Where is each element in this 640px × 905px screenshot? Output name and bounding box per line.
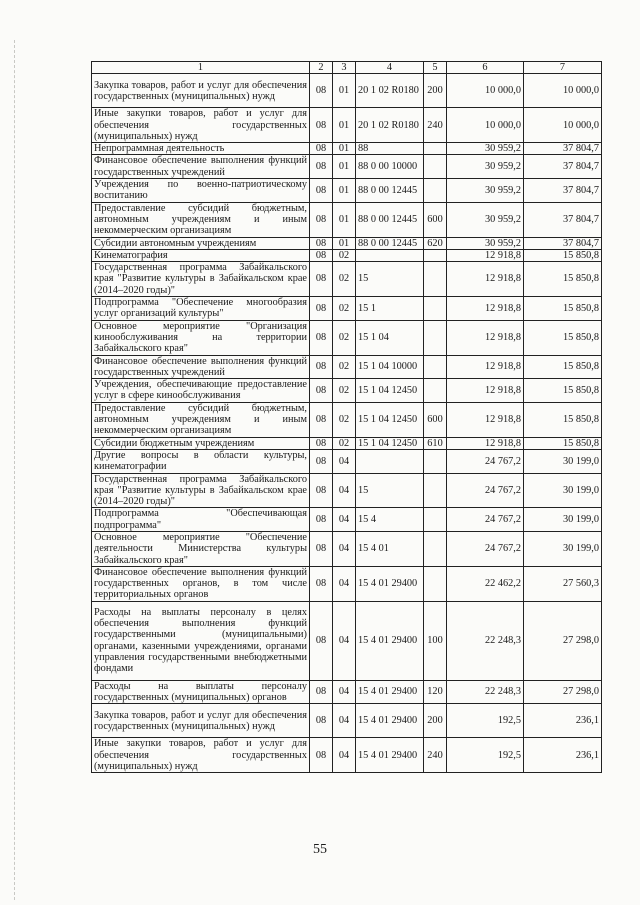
row-expense-type bbox=[424, 531, 447, 566]
row-value-col6: 12 918,8 bbox=[447, 297, 524, 321]
header-cell-7: 7 bbox=[524, 62, 602, 74]
header-cell-1: 1 bbox=[92, 62, 310, 74]
row-value-col6: 10 000,0 bbox=[447, 108, 524, 143]
budget-table-body bbox=[92, 62, 602, 773]
table-row bbox=[92, 108, 602, 143]
row-section: 08 bbox=[310, 566, 333, 601]
row-subsection: 02 bbox=[333, 355, 356, 379]
row-expense-type bbox=[424, 297, 447, 321]
row-value-col7: 30 199,0 bbox=[524, 473, 602, 508]
row-value-col6: 12 918,8 bbox=[447, 379, 524, 403]
row-subsection: 01 bbox=[333, 143, 356, 155]
row-subsection: 04 bbox=[333, 601, 356, 680]
row-expense-type bbox=[424, 449, 447, 473]
row-name: Другие вопросы в области культуры, кинематографии bbox=[92, 449, 310, 473]
row-value-col7: 37 804,7 bbox=[524, 202, 602, 237]
row-name: Государственная программа Забайкальского края "Развитие культуры в Забайкальском крае (2014–2020 годы)" bbox=[92, 262, 310, 297]
row-value-col6: 24 767,2 bbox=[447, 473, 524, 508]
row-value-col6: 30 959,2 bbox=[447, 179, 524, 203]
row-section: 08 bbox=[310, 108, 333, 143]
row-expense-type: 200 bbox=[424, 704, 447, 738]
row-subsection: 04 bbox=[333, 473, 356, 508]
row-subsection: 02 bbox=[333, 249, 356, 261]
budget-table bbox=[91, 61, 602, 773]
table-row bbox=[92, 143, 602, 155]
row-value-col6: 12 918,8 bbox=[447, 320, 524, 355]
row-value-col7: 15 850,8 bbox=[524, 437, 602, 449]
row-value-col7: 15 850,8 bbox=[524, 249, 602, 261]
row-value-col6: 30 959,2 bbox=[447, 155, 524, 179]
table-row bbox=[92, 508, 602, 532]
row-expense-type bbox=[424, 320, 447, 355]
row-subsection: 04 bbox=[333, 508, 356, 532]
row-target-article: 15 4 01 29400 bbox=[356, 566, 424, 601]
table-row bbox=[92, 601, 602, 680]
row-section: 08 bbox=[310, 179, 333, 203]
row-subsection: 02 bbox=[333, 262, 356, 297]
row-target-article bbox=[356, 249, 424, 261]
row-target-article: 15 1 04 12450 bbox=[356, 379, 424, 403]
row-section: 08 bbox=[310, 738, 333, 773]
row-expense-type: 600 bbox=[424, 402, 447, 437]
row-name: Иные закупки товаров, работ и услуг для обеспечения государственных (муниципальных) нужд bbox=[92, 738, 310, 773]
binding-margin-line bbox=[14, 40, 15, 900]
row-value-col7: 30 199,0 bbox=[524, 449, 602, 473]
row-section: 08 bbox=[310, 143, 333, 155]
row-value-col6: 192,5 bbox=[447, 704, 524, 738]
table-row bbox=[92, 402, 602, 437]
table-row bbox=[92, 704, 602, 738]
row-subsection: 02 bbox=[333, 320, 356, 355]
table-row bbox=[92, 437, 602, 449]
row-expense-type: 100 bbox=[424, 601, 447, 680]
row-section: 08 bbox=[310, 531, 333, 566]
row-subsection: 02 bbox=[333, 437, 356, 449]
row-value-col7: 27 298,0 bbox=[524, 680, 602, 704]
row-value-col6: 30 959,2 bbox=[447, 143, 524, 155]
row-target-article: 15 1 04 bbox=[356, 320, 424, 355]
table-row bbox=[92, 249, 602, 261]
row-value-col7: 30 199,0 bbox=[524, 531, 602, 566]
row-subsection: 04 bbox=[333, 566, 356, 601]
row-section: 08 bbox=[310, 202, 333, 237]
row-value-col7: 27 560,3 bbox=[524, 566, 602, 601]
row-name: Предоставление субсидий бюджетным, автономным учреждениям и иным некоммерческим организациям bbox=[92, 202, 310, 237]
header-cell-6: 6 bbox=[447, 62, 524, 74]
row-section: 08 bbox=[310, 601, 333, 680]
row-expense-type bbox=[424, 143, 447, 155]
row-section: 08 bbox=[310, 680, 333, 704]
row-target-article: 20 1 02 R0180 bbox=[356, 74, 424, 108]
row-name: Основное мероприятие "Организация кинообслуживания на территории Забайкальского края" bbox=[92, 320, 310, 355]
row-target-article: 15 4 01 bbox=[356, 531, 424, 566]
row-target-article: 15 4 01 29400 bbox=[356, 704, 424, 738]
row-target-article: 15 1 bbox=[356, 297, 424, 321]
row-value-col7: 15 850,8 bbox=[524, 297, 602, 321]
row-value-col7: 27 298,0 bbox=[524, 601, 602, 680]
row-value-col6: 22 248,3 bbox=[447, 680, 524, 704]
row-value-col6: 24 767,2 bbox=[447, 449, 524, 473]
header-cell-4: 4 bbox=[356, 62, 424, 74]
row-target-article: 15 4 bbox=[356, 508, 424, 532]
row-expense-type: 600 bbox=[424, 202, 447, 237]
row-target-article: 20 1 02 R0180 bbox=[356, 108, 424, 143]
row-name: Иные закупки товаров, работ и услуг для обеспечения государственных (муниципальных) нужд bbox=[92, 108, 310, 143]
row-section: 08 bbox=[310, 237, 333, 249]
row-target-article: 15 1 04 12450 bbox=[356, 437, 424, 449]
row-subsection: 01 bbox=[333, 202, 356, 237]
row-expense-type bbox=[424, 566, 447, 601]
row-target-article: 15 bbox=[356, 262, 424, 297]
table-header-row bbox=[92, 62, 602, 74]
row-value-col7: 10 000,0 bbox=[524, 74, 602, 108]
row-name: Закупка товаров, работ и услуг для обеспечения государственных (муниципальных) нужд bbox=[92, 704, 310, 738]
row-subsection: 02 bbox=[333, 297, 356, 321]
table-row bbox=[92, 566, 602, 601]
row-subsection: 04 bbox=[333, 680, 356, 704]
row-target-article: 15 1 04 12450 bbox=[356, 402, 424, 437]
row-expense-type bbox=[424, 262, 447, 297]
table-row bbox=[92, 179, 602, 203]
row-section: 08 bbox=[310, 402, 333, 437]
row-target-article: 88 0 00 10000 bbox=[356, 155, 424, 179]
table-row bbox=[92, 449, 602, 473]
row-expense-type: 120 bbox=[424, 680, 447, 704]
row-name: Субсидии автономным учреждениям bbox=[92, 237, 310, 249]
row-section: 08 bbox=[310, 473, 333, 508]
row-value-col6: 12 918,8 bbox=[447, 402, 524, 437]
row-target-article: 88 0 00 12445 bbox=[356, 202, 424, 237]
row-target-article: 15 1 04 10000 bbox=[356, 355, 424, 379]
row-value-col6: 192,5 bbox=[447, 738, 524, 773]
row-target-article bbox=[356, 449, 424, 473]
row-value-col7: 15 850,8 bbox=[524, 320, 602, 355]
row-name: Основное мероприятие "Обеспечение деятельности Министерства культуры Забайкальского края" bbox=[92, 531, 310, 566]
table-row bbox=[92, 379, 602, 403]
row-name: Расходы на выплаты персоналу в целях обеспечения выполнения функций государственными (муниципальными) органами, казенными учреждениями, органами управления государственными внебюджетными фондами bbox=[92, 601, 310, 680]
table-row bbox=[92, 262, 602, 297]
row-value-col6: 10 000,0 bbox=[447, 74, 524, 108]
row-expense-type bbox=[424, 355, 447, 379]
row-subsection: 01 bbox=[333, 179, 356, 203]
row-target-article: 88 0 00 12445 bbox=[356, 237, 424, 249]
row-section: 08 bbox=[310, 449, 333, 473]
row-value-col6: 12 918,8 bbox=[447, 355, 524, 379]
row-name: Финансовое обеспечение выполнения функций государственных учреждений bbox=[92, 155, 310, 179]
row-expense-type bbox=[424, 249, 447, 261]
row-section: 08 bbox=[310, 355, 333, 379]
row-expense-type bbox=[424, 179, 447, 203]
row-expense-type bbox=[424, 473, 447, 508]
row-subsection: 02 bbox=[333, 402, 356, 437]
table-row bbox=[92, 297, 602, 321]
row-name: Государственная программа Забайкальского края "Развитие культуры в Забайкальском крае (2014–2020 годы)" bbox=[92, 473, 310, 508]
row-value-col7: 236,1 bbox=[524, 738, 602, 773]
row-target-article: 88 0 00 12445 bbox=[356, 179, 424, 203]
table-row bbox=[92, 355, 602, 379]
row-subsection: 02 bbox=[333, 379, 356, 403]
row-value-col6: 12 918,8 bbox=[447, 249, 524, 261]
table-row bbox=[92, 202, 602, 237]
row-value-col7: 37 804,7 bbox=[524, 179, 602, 203]
header-cell-3: 3 bbox=[333, 62, 356, 74]
row-name: Субсидии бюджетным учреждениям bbox=[92, 437, 310, 449]
page-number: 55 bbox=[313, 842, 327, 857]
row-value-col7: 15 850,8 bbox=[524, 402, 602, 437]
row-section: 08 bbox=[310, 379, 333, 403]
table-row bbox=[92, 738, 602, 773]
row-target-article: 15 bbox=[356, 473, 424, 508]
row-name: Подпрограмма "Обеспечивающая подпрограмма" bbox=[92, 508, 310, 532]
row-target-article: 15 4 01 29400 bbox=[356, 680, 424, 704]
row-section: 08 bbox=[310, 249, 333, 261]
row-section: 08 bbox=[310, 155, 333, 179]
row-value-col6: 12 918,8 bbox=[447, 437, 524, 449]
row-section: 08 bbox=[310, 704, 333, 738]
row-subsection: 04 bbox=[333, 449, 356, 473]
row-name: Финансовое обеспечение выполнения функций государственных учреждений bbox=[92, 355, 310, 379]
row-value-col7: 37 804,7 bbox=[524, 155, 602, 179]
row-value-col7: 15 850,8 bbox=[524, 262, 602, 297]
row-name: Предоставление субсидий бюджетным, автономным учреждениям и иным некоммерческим организациям bbox=[92, 402, 310, 437]
table-row bbox=[92, 237, 602, 249]
table-row bbox=[92, 680, 602, 704]
row-name: Учреждения, обеспечивающие предоставление услуг в сфере кинообслуживания bbox=[92, 379, 310, 403]
row-expense-type: 200 bbox=[424, 74, 447, 108]
row-value-col6: 24 767,2 bbox=[447, 531, 524, 566]
row-value-col6: 30 959,2 bbox=[447, 237, 524, 249]
row-value-col6: 24 767,2 bbox=[447, 508, 524, 532]
row-name: Закупка товаров, работ и услуг для обеспечения государственных (муниципальных) нужд bbox=[92, 74, 310, 108]
row-target-article: 88 bbox=[356, 143, 424, 155]
header-cell-5: 5 bbox=[424, 62, 447, 74]
row-name: Финансовое обеспечение выполнения функций государственных органов, в том числе территориальных органов bbox=[92, 566, 310, 601]
row-section: 08 bbox=[310, 437, 333, 449]
row-name: Расходы на выплаты персоналу государственных (муниципальных) органов bbox=[92, 680, 310, 704]
row-value-col7: 10 000,0 bbox=[524, 108, 602, 143]
row-subsection: 04 bbox=[333, 738, 356, 773]
row-value-col7: 37 804,7 bbox=[524, 143, 602, 155]
row-expense-type bbox=[424, 379, 447, 403]
row-section: 08 bbox=[310, 297, 333, 321]
row-subsection: 04 bbox=[333, 531, 356, 566]
row-section: 08 bbox=[310, 74, 333, 108]
row-name: Непрограммная деятельность bbox=[92, 143, 310, 155]
row-subsection: 01 bbox=[333, 155, 356, 179]
row-value-col7: 30 199,0 bbox=[524, 508, 602, 532]
row-name: Кинематография bbox=[92, 249, 310, 261]
table-row bbox=[92, 155, 602, 179]
header-cell-2: 2 bbox=[310, 62, 333, 74]
row-value-col6: 30 959,2 bbox=[447, 202, 524, 237]
row-section: 08 bbox=[310, 508, 333, 532]
table-row bbox=[92, 74, 602, 108]
row-value-col7: 15 850,8 bbox=[524, 379, 602, 403]
row-value-col7: 37 804,7 bbox=[524, 237, 602, 249]
row-value-col7: 15 850,8 bbox=[524, 355, 602, 379]
row-value-col6: 12 918,8 bbox=[447, 262, 524, 297]
row-expense-type: 240 bbox=[424, 738, 447, 773]
row-expense-type: 620 bbox=[424, 237, 447, 249]
row-section: 08 bbox=[310, 262, 333, 297]
row-target-article: 15 4 01 29400 bbox=[356, 601, 424, 680]
row-expense-type: 610 bbox=[424, 437, 447, 449]
row-name: Учреждения по военно-патриотическому воспитанию bbox=[92, 179, 310, 203]
table-row bbox=[92, 473, 602, 508]
row-expense-type bbox=[424, 155, 447, 179]
row-subsection: 01 bbox=[333, 237, 356, 249]
table-row bbox=[92, 320, 602, 355]
row-expense-type bbox=[424, 508, 447, 532]
row-value-col6: 22 248,3 bbox=[447, 601, 524, 680]
row-value-col6: 22 462,2 bbox=[447, 566, 524, 601]
row-section: 08 bbox=[310, 320, 333, 355]
row-subsection: 01 bbox=[333, 108, 356, 143]
table-row bbox=[92, 531, 602, 566]
row-target-article: 15 4 01 29400 bbox=[356, 738, 424, 773]
row-subsection: 01 bbox=[333, 74, 356, 108]
row-value-col7: 236,1 bbox=[524, 704, 602, 738]
row-subsection: 04 bbox=[333, 704, 356, 738]
row-name: Подпрограмма "Обеспечение многообразия услуг организаций культуры" bbox=[92, 297, 310, 321]
row-expense-type: 240 bbox=[424, 108, 447, 143]
